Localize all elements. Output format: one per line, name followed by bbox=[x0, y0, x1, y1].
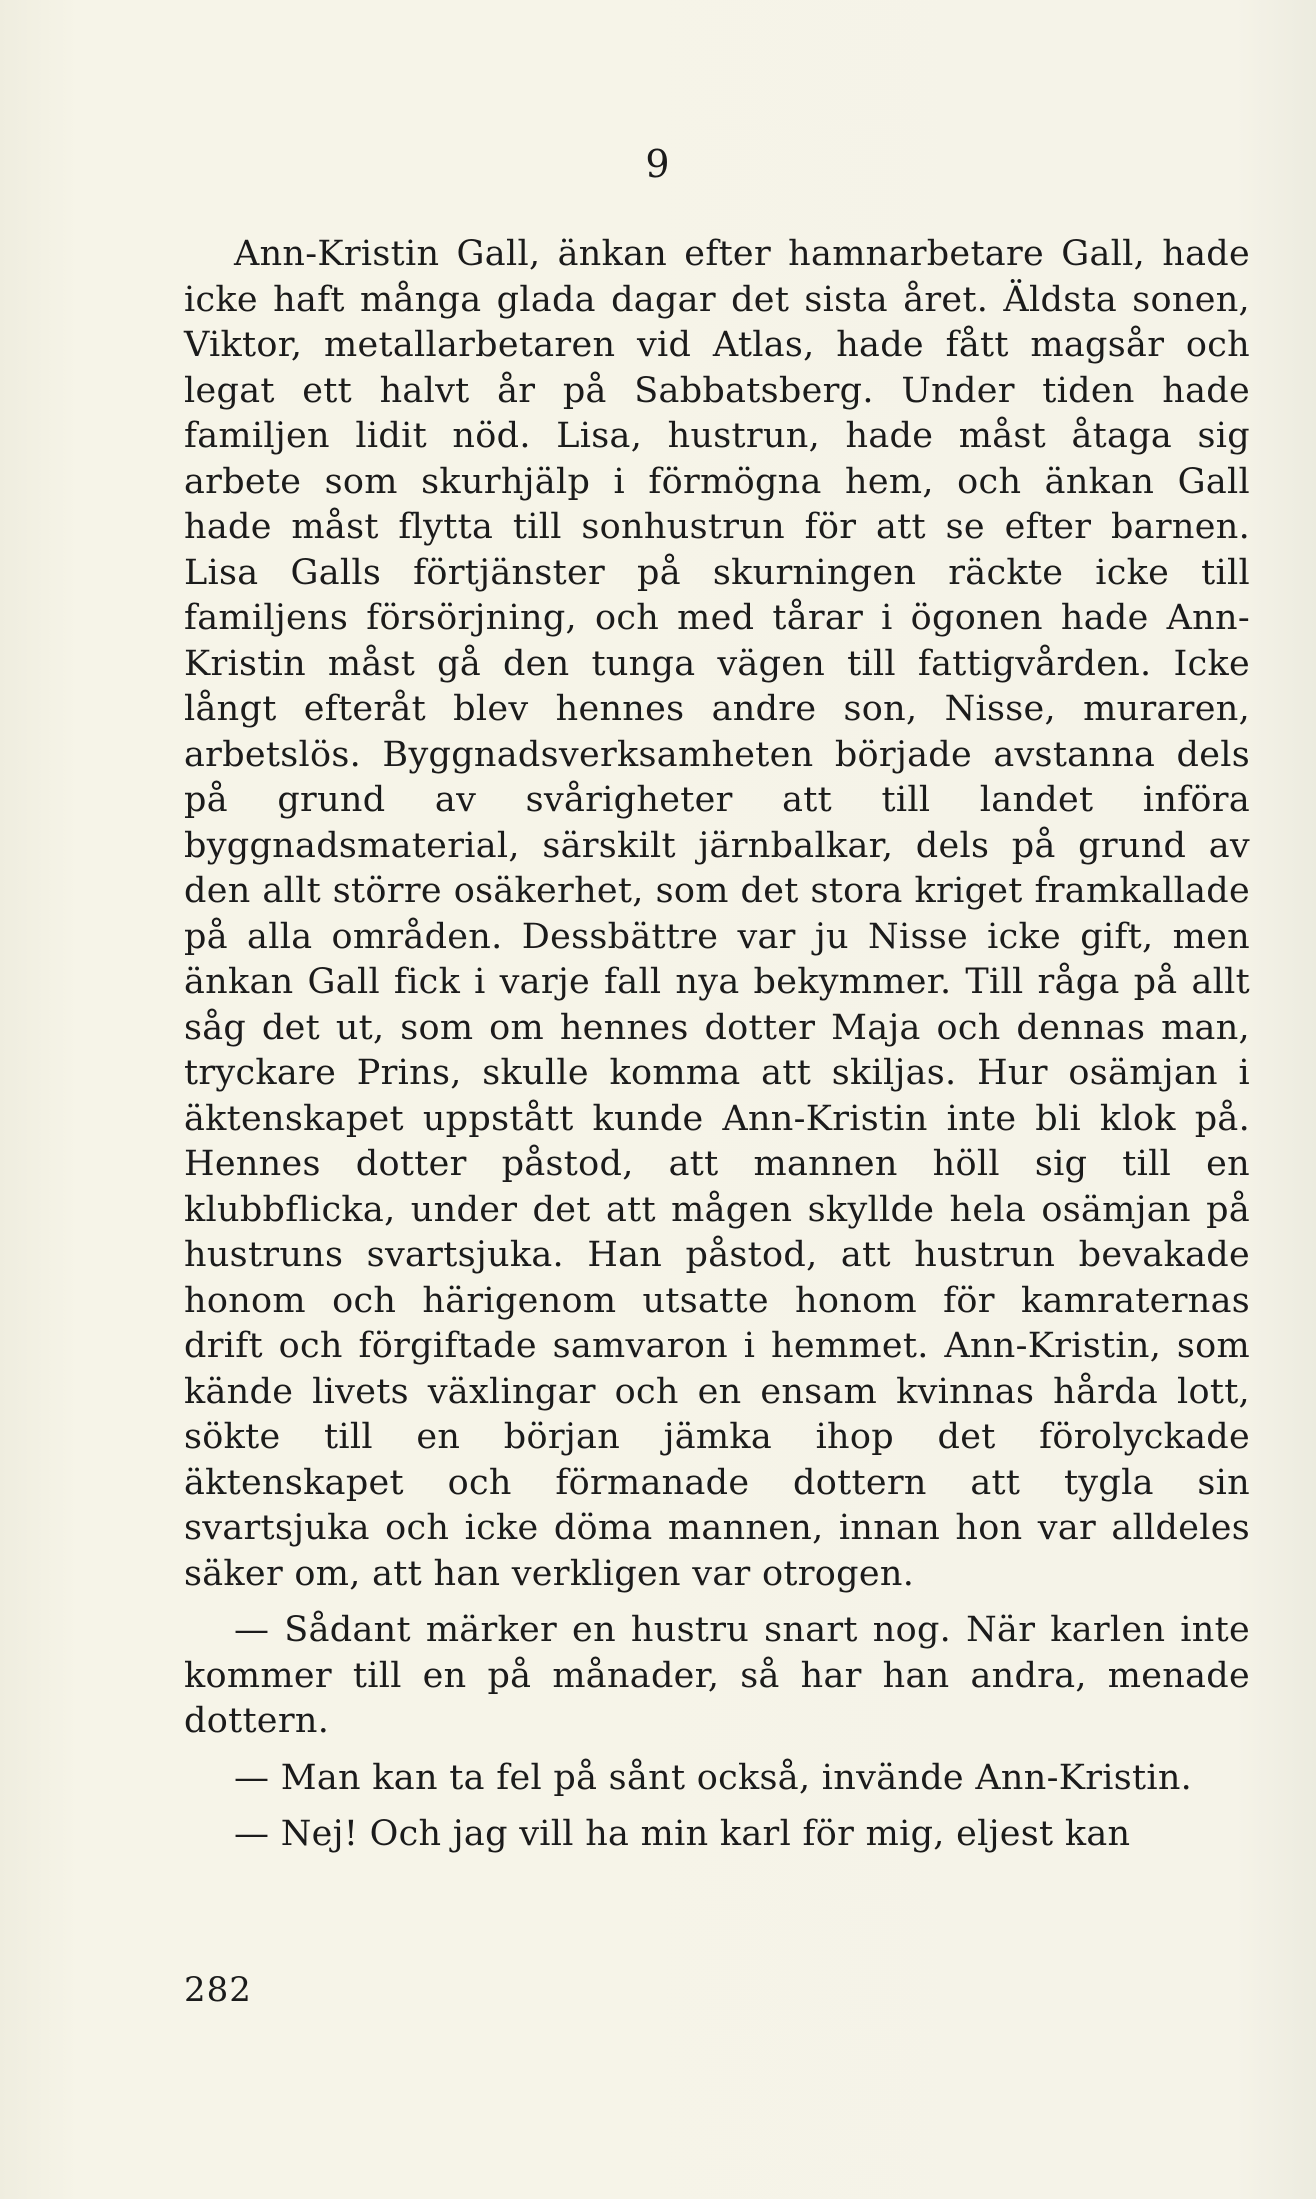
paragraph-3: — Man kan ta fel på sånt också, invände Ann-Kristin. bbox=[234, 1757, 1193, 1798]
body-text bbox=[184, 232, 1250, 1858]
paragraph-2: — Sådant märker en hustru snart nog. När karlen inte kommer till en på månader, så har han andra, menade dottern. bbox=[184, 1610, 1250, 1741]
paragraph-4: — Nej! Och jag vill ha min karl för mig, eljest kan bbox=[234, 1814, 1131, 1854]
paragraph-1: Ann-Kristin Gall, änkan efter hamnarbetare Gall, hade icke haft många glada dagar det sista året. Äldsta sonen, Viktor, metallarbetaren vid Atlas, hade fått magsår och legat ett halvt år på Sabbatsberg. Under tiden hade familjen lidit nöd. Lisa, hustrun, hade måst åtaga sig arbete som skurhjälp i förmögna hem, och änkan Gall hade måst flytta till sonhustrun för att se efter barnen. Lisa Galls förtjänster på skurningen räckte icke till familjens försörjning, och med tårar i ögonen hade Ann-Kristin måst gå den tunga vägen till fattigvården. Icke långt efteråt blev hennes andre son, Nisse, muraren, arbetslös. Byggnadsverksamheten började avstanna dels på grund av svårigheter att till landet införa byggnadsmaterial, särskilt järnbalkar, dels på grund av den allt större osäkerhet, som det stora kriget framkallade på alla områden. Dessbättre var ju Nisse icke gift, men änkan Gall fick i varje fall nya bekymmer. Till råga på allt såg det ut, som om hennes dotter Maja och dennas man, tryckare Prins, skulle komma att skiljas. Hur osämjan i äktenskapet uppstått kunde Ann-Kristin inte bli klok på. Hennes dotter påstod, att mannen höll sig till en klubbflicka, under det att mågen skyllde hela osämjan på hustruns svartsjuka. Han påstod, att hustrun bevakade honom och härigenom utsatte honom för kamraternas drift och förgiftade samvaron i hemmet. Ann-Kristin, som kände livets växlingar och en ensam kvinnas hårda lott, sökte till en början jämka ihop det förolyckade äktenskapet och förmanade dottern att tygla sin svartsjuka och icke döma mannen, innan hon var alldeles säker om, att han verkligen var otrogen. bbox=[184, 234, 1250, 1594]
chapter-number: 9 bbox=[645, 142, 671, 186]
page-number: 282 bbox=[184, 1970, 252, 2010]
